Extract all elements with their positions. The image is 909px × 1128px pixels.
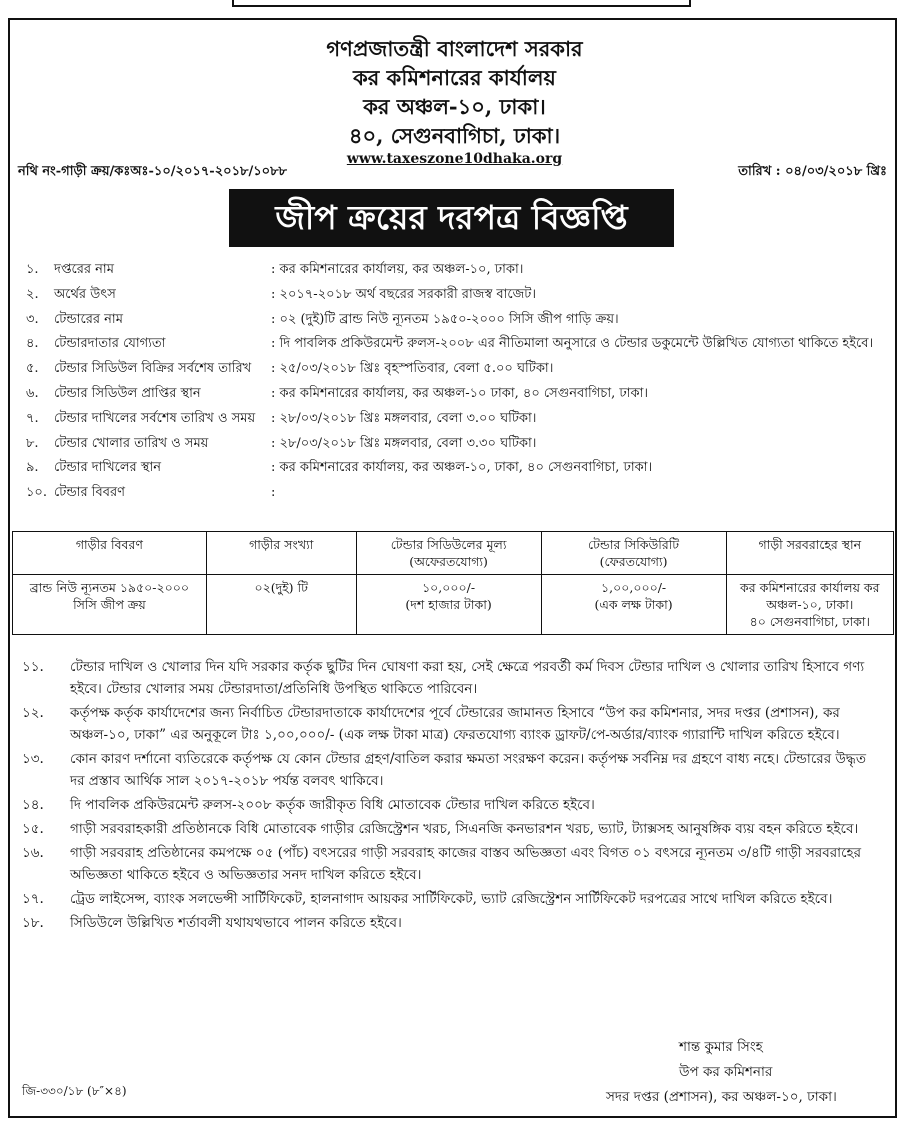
term-item	[22, 912, 884, 934]
header-line: টেন্ডার সিডিউলের মূল্য	[390, 537, 507, 552]
item-value: : দি পাবলিক প্রকিউরমেন্ট রুলস-২০০৮ এর নীতিমালা অনুসারে ও টেন্ডার ডকুমেন্টে উল্লিখিত যোগ্যতা থাকিতে হইবে।	[271, 336, 874, 352]
zone-name: কর অঞ্চল-১০, ঢাকা।	[363, 94, 546, 119]
signatory-office: সদর দপ্তর (প্রশাসন), কর অঞ্চল-১০, ঢাকা।	[606, 1089, 837, 1105]
item-num: ৩.	[26, 311, 39, 327]
list-item	[26, 456, 886, 481]
item-label: টেন্ডারদাতার যোগ্যতা	[54, 336, 166, 352]
term-item	[22, 656, 884, 700]
item-num: ৪.	[26, 336, 39, 352]
table-header-row	[13, 532, 894, 575]
item-value: :	[271, 485, 276, 501]
header-line: টেন্ডার সিকিউরিটি	[588, 537, 680, 552]
item-num: ৯.	[26, 460, 39, 476]
item-num: ২.	[26, 286, 39, 302]
terms-list	[22, 656, 884, 936]
header-line: গাড়ী সরবরাহের স্থান	[758, 537, 862, 552]
table-header-cell	[541, 532, 726, 575]
cell-line: ৪০ সেগুনবাগিচা, ঢাকা।	[749, 614, 870, 629]
term-item	[22, 842, 884, 886]
list-item	[26, 432, 886, 457]
term-number: ১৩.	[22, 751, 44, 767]
table-cell	[356, 575, 541, 635]
item-label: অর্থের উৎস	[54, 286, 116, 302]
item-num: ১.	[26, 262, 39, 277]
header-line: গাড়ীর সংখ্যা	[249, 537, 314, 552]
website-link[interactable]: www.taxeszone10dhaka.org	[346, 151, 563, 167]
tender-details-table	[12, 531, 894, 635]
item-label: টেন্ডার সিডিউল বিক্রির সর্বশেষ তারিখ	[54, 361, 252, 377]
item-num: ৮.	[26, 435, 39, 451]
item-value: : কর কমিশনারের কার্যালয়, কর অঞ্চল-১০, ঢাকা।	[271, 262, 524, 277]
item-value: : ২০১৭-২০১৮ অর্থ বছরের সরকারী রাজস্ব বাজেট।	[271, 286, 536, 302]
term-number: ১১.	[22, 659, 44, 675]
term-text: দি পাবলিক প্রকিউরমেন্ট রুলস-২০০৮ কর্তৃক জারীকৃত বিধি মোতাবেক টেন্ডার দাখিল করিতে হইবে।	[70, 797, 595, 813]
list-item	[26, 258, 886, 283]
item-label: টেন্ডার দাখিলের স্থান	[54, 460, 161, 476]
item-num: ৭.	[26, 410, 39, 426]
item-num: ৬.	[26, 385, 39, 401]
notice-title-banner: জীপ ক্রয়ের দরপত্র বিজ্ঞপ্তি	[229, 189, 674, 247]
cell-line: কর কমিশনারের কার্যালয় কর	[740, 580, 880, 595]
signatory-name: শান্ত কুমার সিংহ	[679, 1039, 763, 1055]
term-number: ১৭.	[22, 891, 44, 907]
term-text: ট্রেড লাইসেন্স, ব্যাংক সলভেন্সী সার্টিফিকেট, হালনাগাদ আয়কর সার্টিফিকেট, ভ্যাট রেজিস্ট্রেশন সার্টিফিকেট দরপত্রের সাথে দাখিল করিতে হইবে।	[70, 891, 833, 907]
item-num: ৫.	[26, 361, 39, 377]
term-number: ১২.	[22, 705, 44, 721]
term-text: গাড়ী সরবরাহ প্রতিষ্ঠানের কমপক্ষে ০৫ (পাঁচ) বৎসরের গাড়ী সরবরাহ কাজের বাস্তব অভিজ্ঞতা এবং বিগত ০১ বৎসরে ন্যূনতম ৩/৪টি গাড়ী সরবরাহের অভিজ্ঞতা থাকিতে হইবে ও অভিজ্ঞতার সনদ দাখিল করিতে হইবে।	[70, 845, 862, 883]
list-item	[26, 283, 886, 308]
header-line: গাড়ীর বিবরণ	[75, 537, 143, 552]
table-row	[13, 575, 894, 635]
notice-date: তারিখ : ০৪/০৩/২০১৮ খ্রিঃ	[738, 164, 887, 179]
item-value: : ২৮/০৩/২০১৮ খ্রিঃ মঙ্গলবার, বেলা ৩.০০ ঘটিকা।	[271, 410, 537, 426]
list-item	[26, 382, 886, 407]
header-line: (অফেরতযোগ্য)	[409, 554, 488, 569]
item-label: দপ্তরের নাম	[54, 262, 114, 277]
term-text: গাড়ী সরবরাহকারী প্রতিষ্ঠানকে বিধি মোতাবেক গাড়ীর রেজিস্ট্রেশন খরচ, সিএনজি কনভারশন খরচ, ভ্যাট, ট্যাক্সসহ আনুষঙ্গিক ব্যয় বহন করিতে হইবে।	[70, 821, 859, 837]
publication-code: জি-৩৩০/১৮ (৮″×৪)	[22, 1084, 127, 1098]
term-item	[22, 818, 884, 840]
table-header-cell	[13, 532, 207, 575]
table-cell	[726, 575, 893, 635]
cell-line: অঞ্চল-১০, ঢাকা।	[766, 597, 854, 612]
term-item	[22, 794, 884, 816]
item-value: : কর কমিশনারের কার্যালয়, কর অঞ্চল-১০, ঢাকা, ৪০ সেগুনবাগিচা, ঢাকা।	[271, 460, 653, 476]
item-value: : ২৫/০৩/২০১৮ খ্রিঃ বৃহস্পতিবার, বেলা ৫.০০ ঘটিকা।	[271, 361, 554, 377]
cell-line: ০২(দুই) টি	[254, 580, 308, 595]
govt-name: গণপ্রজাতন্ত্রী বাংলাদেশ সরকার	[326, 36, 583, 61]
item-label: টেন্ডার বিবরণ	[54, 485, 125, 501]
table-header-cell	[206, 532, 356, 575]
table-cell	[541, 575, 726, 635]
list-item	[26, 407, 886, 432]
cell-line: (এক লক্ষ টাকা)	[594, 597, 673, 612]
item-value: : ২৮/০৩/২০১৮ খ্রিঃ মঙ্গলবার, বেলা ৩.৩০ ঘটিকা।	[271, 435, 537, 451]
item-label: টেন্ডার খোলার তারিখ ও সময়	[54, 435, 209, 451]
item-value: : কর কমিশনারের কার্যালয়, কর অঞ্চল-১০ ঢাকা, ৪০ সেগুনবাগিচা, ঢাকা।	[271, 385, 648, 401]
cell-line: সিসি জীপ ক্রয়	[73, 597, 146, 612]
office-address: ৪০, সেগুনবাগিচা, ঢাকা।	[348, 123, 561, 148]
list-item	[26, 357, 886, 382]
signatory-designation: উপ কর কমিশনার	[679, 1064, 773, 1080]
top-border-decoration	[232, 0, 691, 7]
item-label: টেন্ডারের নাম	[54, 311, 123, 327]
list-item	[26, 481, 886, 506]
table-header-cell	[726, 532, 893, 575]
term-item	[22, 888, 884, 910]
tender-info-list	[26, 258, 886, 506]
list-item	[26, 332, 886, 357]
term-number: ১৬.	[22, 845, 44, 861]
item-label: টেন্ডার সিডিউল প্রাপ্তির স্থান	[54, 385, 201, 401]
term-item	[22, 748, 884, 792]
term-text: টেন্ডার দাখিল ও খোলার দিন যদি সরকার কর্তৃক ছুটির দিন ঘোষণা করা হয়, সেই ক্ষেত্রে পরবর্তী কর্ম দিবস টেন্ডার দাখিল ও খোলার তারিখ হিসাবে গণ্য হইবে। টেন্ডার খোলার সময় টেন্ডারদাতা/প্রতিনিধি উপস্থিত থাকিতে পারিবেন।	[70, 659, 865, 697]
table-cell	[13, 575, 207, 635]
item-num: ১০.	[26, 485, 48, 501]
header-line: (ফেরতযোগ্য)	[599, 554, 668, 569]
term-text: কোন কারণ দর্শানো ব্যতিরেকে কর্তৃপক্ষ যে কোন টেন্ডার গ্রহণ/বাতিল করার ক্ষমতা সংরক্ষণ করেন। কর্তৃপক্ষ সর্বনিম্ন দর গ্রহণে বাধ্য নহে। টেন্ডারের উদ্ধৃত দর প্রস্তাব আর্থিক সাল ২০১৭-২০১৮ পর্যন্ত বলবৎ থাকিবে।	[70, 751, 866, 789]
cell-line: ১০,০০০/-	[422, 580, 476, 595]
term-number: ১৪.	[22, 797, 44, 813]
list-item	[26, 308, 886, 333]
cell-line: (দশ হাজার টাকা)	[405, 597, 492, 612]
item-label: টেন্ডার দাখিলের সর্বশেষ তারিখ ও সময়	[54, 410, 256, 426]
cell-line: ব্রান্ড নিউ ন্যূনতম ১৯৫০-২০০০	[29, 580, 190, 595]
term-number: ১৫.	[22, 821, 44, 837]
table-cell	[206, 575, 356, 635]
term-text: কর্তৃপক্ষ কর্তৃক কার্যাদেশের জন্য নির্বাচিত টেন্ডারদাতাকে কার্যাদেশের পূর্বে টেন্ডারের জামানত হিসাবে “উপ কর কমিশনার, সদর দপ্তর (প্রশাসন), কর অঞ্চল-১০, ঢাকা” এর অনুকূলে টাঃ ১,০০,০০০/- (এক লক্ষ টাকা মাত্র) ফেরতযোগ্য ব্যাংক ড্রাফট/পে-অর্ডার/ব্যাংক গ্যারান্টি দাখিল করিতে হইবে।	[70, 705, 840, 743]
memo-number: নথি নং-গাড়ী ক্রয়/কঃঅঃ-১০/২০১৭-২০১৮/১০৮৮	[18, 164, 287, 179]
item-value: : ০২ (দুই)টি ব্রান্ড নিউ ন্যূনতম ১৯৫০-২০০০ সিসি জীপ গাড়ি ক্রয়।	[271, 311, 619, 327]
cell-line: ১,০০,০০০/-	[601, 580, 667, 595]
term-item	[22, 702, 884, 746]
letterhead	[0, 34, 909, 168]
term-text: সিডিউলে উল্লিখিত শর্তাবলী যথাযথভাবে পালন করিতে হইবে।	[70, 915, 402, 931]
term-number: ১৮.	[22, 915, 44, 931]
table-header-cell	[356, 532, 541, 575]
office-name: কর কমিশনারের কার্যালয়	[353, 65, 556, 90]
